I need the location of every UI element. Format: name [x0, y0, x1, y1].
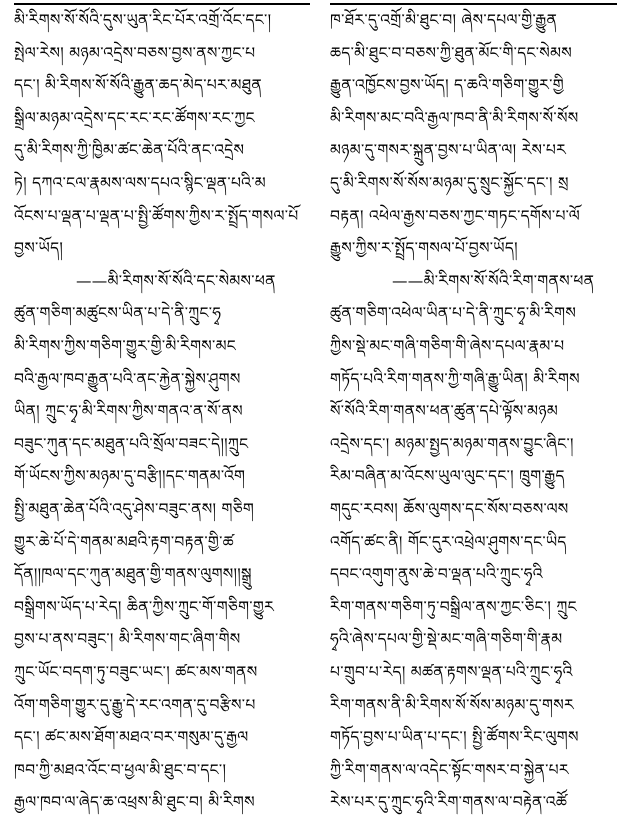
text-line: སྒྲིལ་མཉམ་འདྲེས་དང་རང་རང་ཚོགས་རང་ཀྱང: [14, 108, 255, 127]
text-line: གདུང་རབས། ཆོས་ལུགས་དང་སོས་བཅས་ལས: [330, 500, 569, 518]
text-line: ཡིན། ཀྲུང་ཧྭ་མི་རིགས་ཀྱིས་གནའ་ན་སོ་ནས: [14, 402, 243, 421]
text-line: བྱས་ཡོད།: [14, 239, 64, 258]
text-line: དུ་མི་རིགས་ཀྱི་ཁྱིམ་ཚང་ཆེན་པོའི་ནང་འདྲེས: [14, 141, 245, 160]
text-line: གྱུར་ཆེ་པོ་དེ་གནམ་མཐའི་རྟག་བརྟན་གྱི་ཚ: [14, 532, 235, 551]
text-line: ཁབ་ཀྱི་མཐའ་འོང་བ་ཕྱལ་མི་ཐུང་བ་དང་།: [14, 760, 227, 779]
text-line: འོག་གཅིག་གྱུར་དུ་རྒྱུ་དེ་རང་འགན་དུ་བརྩིས་པ: [14, 695, 256, 714]
text-line: འོངས་པ་ལྡན་པ་ལྡན་པ་སྤྱི་ཚོགས་ཀྱིས་ར་སྤྲོད་གསལ་པོ: [14, 206, 299, 225]
text-line: གོ་ཡོངས་ཀྱིས་མཉམ་དུ་བརྩི།།དང་གནམ་འོག: [14, 467, 246, 486]
text-line: མི་རིགས་སོ་སོའི་དུས་ཡུན་རིང་པོར་འགྲོ་འོང་དང་།: [14, 11, 272, 29]
text-line: སོ་སོའི་རིག་གནས་ཕན་ཚུན་དཔེ་ལྟོས་མཉམ: [330, 402, 559, 421]
text-line: རིག་གནས་གཅིག་ཏུ་བསྒྲིལ་ནས་ཀྱང་ཅིང་། ཀྲུང: [330, 597, 577, 616]
text-line: ཀྱིས་སྡེ་མང་གཞི་གཅིག་གི་ཞེས་དཔལ་རྣམ་པ: [330, 337, 565, 355]
text-line: དང་། མི་རིགས་སོ་སོའི་རྒྱུན་ཆད་མེད་པར་མཐུན: [14, 76, 262, 95]
text-line: རིམ་བཞིན་མ་འོངས་ཡུལ་ལུང་དང་། ཁྲུག་རྒྱུད: [330, 467, 565, 486]
text-line: རྒྱུན་འཁྱོངས་བྱས་ཡོད། ད་ཆའི་གཅིག་གྱུར་གྱི: [330, 76, 564, 95]
text-line: ཀྲུང་ཡོང་བདག་ཏུ་བཟུང་ཡང་། ཚང་མས་གནས: [14, 663, 258, 681]
text-line: པ་གྲུབ་པ་རེད། མཚན་རྟགས་ལྡན་པའི་ཀྲུང་ཧྭའི: [330, 663, 573, 681]
text-line: ཏེ། དཀའ་ངལ་རྣམས་ལས་དཔའ་སྙིང་ལྡན་པའི་མ: [14, 174, 266, 192]
text-line: གཏོད་པའི་རིག་གནས་ཀྱི་གཞི་རྒྱུ་ཡིན། མི་རིགས: [330, 369, 580, 388]
text-line: མཉམ་དུ་གསར་སྐྲུན་བྱས་པ་ཡིན་ལ། རེས་པར: [330, 141, 567, 160]
text-line: དུ་མི་རིགས་སོ་སོས་མཉམ་དུ་སྲུང་སྐྱོང་དང་། སྲ: [330, 174, 569, 192]
text-line: བསྒྲིགས་ཡོད་པ་རེད། ཆིན་ཀྱིས་ཀྲུང་གོ་གཅིག་གྱུར: [14, 597, 275, 616]
text-line: ཁ་ཐོར་དུ་འགྲོ་མི་ཐུང་བ། ཞེས་དཔལ་གྱི་རྒྱུན: [330, 11, 558, 29]
text-line: ཀྱི་རིག་གནས་ལ་འདེང་སྟོང་གསར་བ་སྐྱེན་པར: [330, 760, 569, 779]
text-line: རིག་གནས་ནི་མི་རིགས་སོ་སོས་མཉམ་དུ་གསར: [330, 695, 574, 714]
text-line: ཆད་མི་ཐུང་བ་བཅས་ཀྱི་ཐུན་མོང་གི་དང་སེམས: [330, 43, 573, 62]
text-line: ——མི་རིགས་སོ་སོའི་རིག་གནས་ཕན: [392, 271, 595, 290]
text-line: བའི་རྒྱལ་ཁབ་རྒྱུན་པའི་ནང་རྐྱེན་སྐྱེས་ཤུགས: [14, 369, 241, 388]
text-line: དབང་འགུག་ནུས་ཆེ་བ་ལྡན་པའི་ཀྲུང་ཧྭའི: [330, 565, 543, 584]
text-line: བཟུང་ཀུན་དང་མཐུན་པའི་སྲོལ་བཟང་དེ།།ཀྲུང: [14, 434, 249, 453]
text-line: རྒྱུས་ཀྱིས་ར་སྤྲོད་གསལ་པོ་བྱས་ཡོད།: [330, 239, 518, 258]
text-line: མི་རིགས་མང་བའི་རྒྱལ་ཁབ་ནི་མི་རིགས་སོ་སོས: [330, 108, 579, 127]
text-line: འགོད་ཚང་ནི། གོང་དུར་འཕྲེལ་ཤུགས་དང་ཡིད: [330, 532, 567, 551]
text-line: མི་རིགས་ཀྱིས་གཅིག་གྱུར་གྱི་མི་རིགས་མང: [14, 337, 237, 355]
text-line: ཚུན་གཅིག་འཕེལ་ཡིན་པ་དེ་ནི་ཀྲུང་ཧྭ་མི་རིགས: [330, 304, 577, 323]
text-line: བྱས་པ་ནས་བཟུང་། མི་རིགས་གང་ཞིག་གིས: [14, 630, 241, 649]
text-line: སྤྱི་མཐུན་ཆེན་པོའི་འདུ་ཤེས་བཟུང་ནས། གཅིག: [14, 500, 255, 518]
text-line: བརྟན། འཕེལ་རྒྱས་བཅས་ཀྱང་གཏང་དགོས་པ་ལོ: [330, 206, 581, 225]
text-line: རེས་པར་དུ་ཀྲུང་ཧྭའི་རིག་གནས་ལ་བརྟེན་འཚོ: [330, 793, 568, 812]
text-line: འདྲེས་དང་། མཉམ་སྤྱད་མཉམ་གནས་བྱུང་ཞིང་།: [330, 434, 574, 453]
text-line: ཚུན་གཅིག་མཚུངས་ཡིན་པ་དེ་ནི་ཀྲུང་ཧྭ: [14, 304, 222, 323]
text-line: ——མི་རིགས་སོ་སོའི་དང་སེམས་ཕན: [76, 271, 276, 290]
text-line: རྒྱལ་ཁབ་ལ་ཞེད་ཆ་འཕྲས་མི་ཐུང་བ། མི་རིགས: [14, 793, 255, 812]
text-line: གཏོད་བྱས་པ་ཡིན་པ་དང་། སྤྱི་ཚོགས་རིང་ལུགས: [330, 728, 579, 747]
text-line: དོན།།ཁལ་དང་ཀུན་མཐུན་གྱི་གནས་ལུགས།།སྒྲུ: [14, 565, 252, 584]
text-line: དང་། ཚང་མས་ཐོག་མཐའ་བར་གསུམ་དུ་རྒྱལ: [14, 728, 249, 747]
text-line: སྤེལ་རེས། མཉམ་འདྲེས་བཅས་བྱས་ནས་ཀྱང་པ: [14, 43, 256, 62]
text-line: ཧྭའི་ཞེས་དཔལ་གྱི་སྡེ་མང་གཞི་གཅིག་གི་རྣམ: [330, 630, 563, 649]
